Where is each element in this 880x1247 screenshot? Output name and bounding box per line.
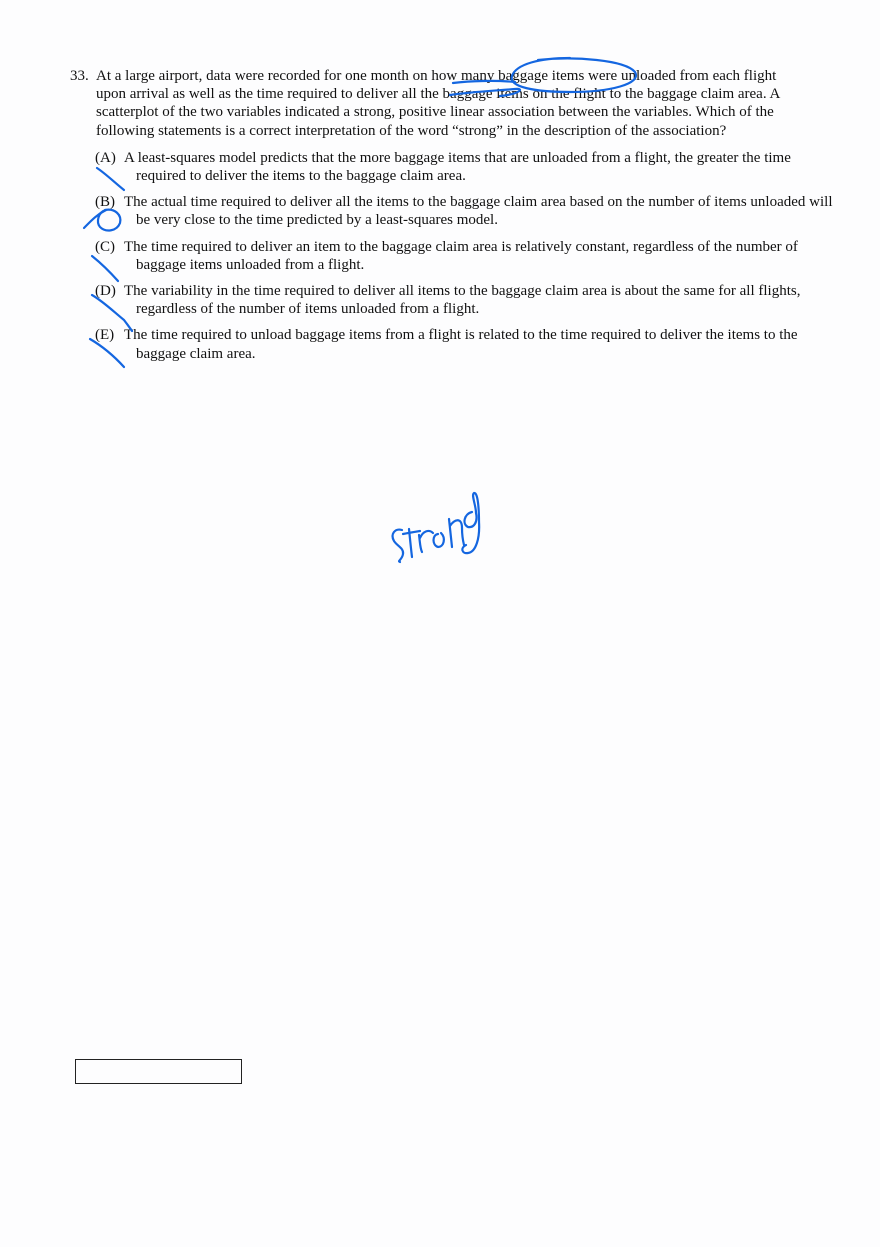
option-text: The time required to deliver an item to the baggage claim area is relatively constant, regardless of the number of baggage items unloaded from a flight. — [124, 238, 798, 273]
option-letter: (E) — [95, 327, 115, 344]
option-text: The variability in the time required to deliver all items to the baggage claim area is about the same for all flights, regardless of the number of items unloaded from a flight. — [124, 283, 801, 318]
question-stem: At a large airport, data were recorded for one month on how many baggage items were unloaded from each flight upon arrival as well as the time required to deliver all the baggage items on the flight to the baggage claim area. A scatterplot of the two variables indicated a strong, positive linear association between the variables. Which of the following statements is a correct interpretation of the word “strong” in the description of the association? — [96, 68, 780, 139]
option-e[interactable] — [95, 326, 836, 362]
option-a[interactable] — [95, 149, 836, 185]
option-letter: (B) — [95, 194, 115, 211]
answer-box[interactable] — [75, 1059, 242, 1084]
option-c[interactable] — [95, 238, 836, 274]
question-number: 33. — [70, 68, 89, 84]
option-letter: (A) — [95, 149, 116, 166]
answer-options — [70, 149, 833, 363]
option-text: The actual time required to deliver all the items to the baggage claim area based on the number of items unloaded will be very close to the time predicted by a least-squares model. — [124, 194, 833, 229]
option-text: The time required to unload baggage items from a flight is related to the time required to deliver the items to the baggage claim area. — [124, 327, 798, 362]
option-b[interactable] — [95, 193, 836, 229]
option-letter: (C) — [95, 238, 115, 255]
option-letter: (D) — [95, 283, 116, 300]
option-d[interactable] — [95, 282, 836, 318]
handwritten-strong-word — [393, 493, 480, 562]
question-33 — [70, 67, 833, 371]
option-text: A least-squares model predicts that the more baggage items that are unloaded from a flight, the greater the time required to deliver the items to the baggage claim area. — [124, 149, 791, 185]
